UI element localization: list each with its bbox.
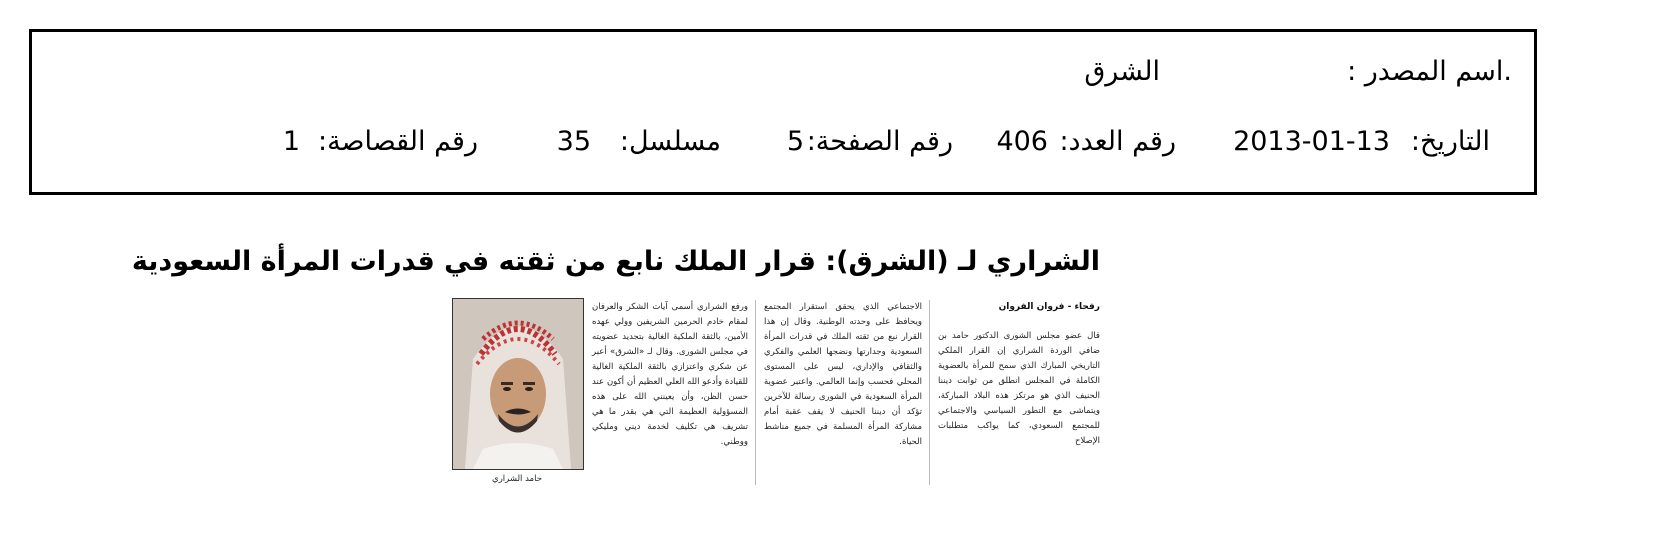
article-column-2-text: الاجتماعي الذي يحقق استقرار المجتمع ويحافظ على وحدته الوطنية. وقال إن هذا القرار نبع من ثقته الملك في قدرات المرأة السعودية وجدارتها ونضجها العلمي والفكري والثقافي والإداري، ليس على المستوى المحلي فحسب وإنما العالمي. واعتبر عضوية المرأة السعودية في الشورى رسالة للآخرين تؤكد أن ديننا الحنيف لا يقف عقبة أمام مشاركة المرأة المسلمة في جميع مناشط الحياة.: [764, 302, 922, 447]
article-column-1: [938, 300, 1100, 449]
serial-value: 35: [556, 126, 591, 157]
issue-label: رقم العدد:: [1059, 126, 1176, 157]
article-column-2: [764, 300, 922, 450]
page-label: رقم الصفحة:: [806, 126, 953, 157]
column-divider: [755, 300, 756, 485]
details-line: [32, 126, 1540, 160]
photo-caption: حامد الشراري: [492, 474, 542, 484]
serial-label: مسلسل:: [619, 126, 721, 157]
article-column-3: [592, 300, 748, 450]
article-byline: رفحاء - فروان الفروان: [998, 302, 1100, 312]
portrait-photo: [452, 298, 584, 470]
source-value: الشرق: [1084, 56, 1160, 87]
date-label: التاريخ:: [1410, 126, 1490, 157]
article-column-1-text: قال عضو مجلس الشورى الدكتور حامد بن ضافي الوردة الشراري إن القرار الملكي التاريخي المبارك الذي سمح للمرأة بالعضوية الكاملة في المجلس انطلق من ثوابت ديننا الحنيف الذي هو مرتكز هذه البلاد المباركة، ويتماشى مع التطور السياسي والاجتماعي للمجتمع السعودي، كما يواكب متطلبات الإصلاح: [938, 331, 1100, 446]
article-headline: الشراري لـ (الشرق): قرار الملك نابع من ثقته في قدرات المرأة السعودية: [131, 246, 1100, 277]
page-value: 5: [786, 126, 804, 157]
issue-value: 406: [996, 126, 1048, 157]
column-divider: [929, 300, 930, 485]
article-column-3-text: ورفع الشراري أسمى آيات الشكر والعرفان لمقام خادم الحرمين الشريفين وولي عهده الأمين، بالثقة الملكية الغالية بتجديد عضويته في مجلس الشورى. وقال لـ «الشرق» أعبر عن شكري واعتزازي بالثقة الملكية الغالية للقيادة وأدعو الله العلي العظيم أن أكون عند حسن الظن، وأن يعينني الله على هذه المسؤولية العظيمة التي هي بقدر ما هي تشريف هي تكليف لخدمة ديني ومليكي ووطني.: [592, 302, 748, 447]
source-info-box: [29, 29, 1537, 195]
source-label: .اسم المصدر :: [1347, 56, 1512, 87]
clip-label: رقم القصاصة:: [317, 126, 478, 157]
portrait-illustration: [453, 299, 583, 469]
source-line: [32, 56, 1540, 90]
date-value: 2013-01-13: [1233, 126, 1390, 157]
clip-value: 1: [282, 126, 300, 157]
